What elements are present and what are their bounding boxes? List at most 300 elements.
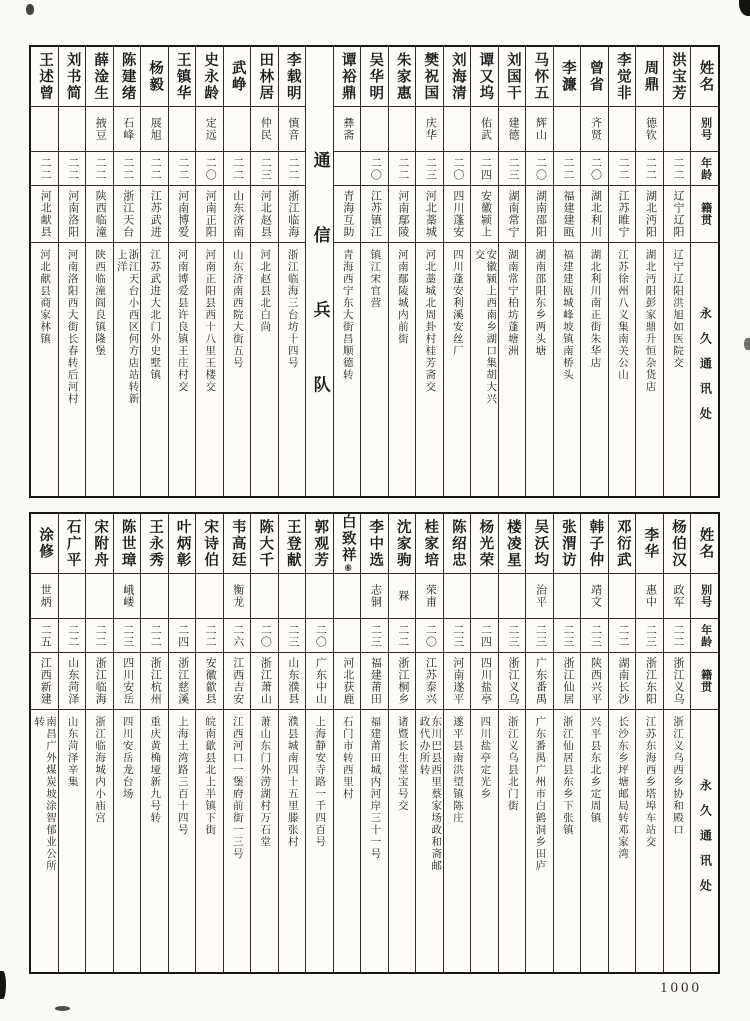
alias-cell bbox=[664, 107, 691, 152]
address-cell-text: 江苏徐州八义集南关公山 bbox=[616, 249, 628, 381]
age-cell-text: 二二 bbox=[644, 156, 657, 181]
address-cell bbox=[526, 710, 553, 972]
header-address-text: 永久通讯处 bbox=[698, 778, 713, 904]
age-cell bbox=[334, 619, 361, 653]
origin-cell-text: 四川盐亭 bbox=[479, 657, 492, 705]
address-cell bbox=[361, 243, 388, 496]
name-cell bbox=[361, 47, 388, 107]
name-cell bbox=[471, 47, 498, 107]
address-cell-text: 东川巴县西里蔡家场政和斋邮政代办所转 bbox=[418, 716, 442, 872]
alias-cell-text: 彝斋 bbox=[341, 117, 354, 141]
age-cell bbox=[141, 619, 168, 653]
age-cell-text: 二二 bbox=[672, 623, 685, 648]
address-cell-text: 湖南邵阳东乡两头塘 bbox=[534, 249, 546, 357]
person-column bbox=[31, 514, 59, 972]
name-cell-text: 李濂 bbox=[559, 60, 576, 93]
origin-cell bbox=[306, 653, 333, 710]
person-column bbox=[169, 47, 197, 496]
address-cell bbox=[251, 243, 278, 496]
address-cell-text: 石门市转西里村 bbox=[341, 716, 353, 800]
address-cell bbox=[609, 243, 636, 496]
alias-cell bbox=[609, 107, 636, 152]
origin-cell-text: 山东济南 bbox=[231, 190, 244, 238]
origin-cell bbox=[31, 653, 58, 710]
address-cell-text: 浙江义乌县北门街 bbox=[506, 716, 518, 812]
name-cell bbox=[581, 514, 608, 574]
name-cell-text: 陈大千 bbox=[257, 518, 274, 569]
person-column bbox=[31, 47, 59, 496]
header-name-text: 姓名 bbox=[697, 527, 714, 560]
origin-cell bbox=[499, 653, 526, 710]
origin-cell bbox=[279, 653, 306, 710]
person-column bbox=[554, 47, 582, 496]
header-age-text: 年龄 bbox=[699, 623, 712, 648]
alias-cell bbox=[444, 107, 471, 152]
name-cell bbox=[279, 514, 306, 574]
age-cell bbox=[114, 152, 141, 186]
age-cell bbox=[664, 619, 691, 653]
name-cell bbox=[636, 514, 663, 574]
age-cell-text: 二二 bbox=[121, 156, 134, 181]
address-cell-text: 重庆黄桷垭新九号转 bbox=[149, 716, 161, 824]
name-cell bbox=[361, 514, 388, 574]
origin-cell-text: 河北赵县 bbox=[259, 190, 272, 238]
age-cell-text: 二三 bbox=[259, 156, 272, 181]
alias-cell-text: 辉山 bbox=[534, 117, 547, 141]
name-cell-text: 韩子仲 bbox=[587, 518, 604, 569]
name-cell-text: 石广平 bbox=[64, 518, 81, 569]
name-cell bbox=[279, 47, 306, 107]
name-cell bbox=[31, 47, 58, 107]
name-cell-text: 刘海清 bbox=[449, 51, 466, 102]
address-cell-text: 濮县城南四十五里滕张村 bbox=[286, 716, 298, 848]
origin-cell-text: 浙江慈溪 bbox=[176, 657, 189, 705]
origin-cell-text: 四川蓬安 bbox=[451, 190, 464, 238]
origin-cell-text: 江苏镇江 bbox=[369, 190, 382, 238]
alias-cell-text: 荣甫 bbox=[424, 584, 437, 608]
address-cell bbox=[169, 243, 196, 496]
age-cell-text: 二三 bbox=[589, 623, 602, 648]
alias-cell-text: 慎音 bbox=[286, 117, 299, 141]
name-cell-text: 陈建绪 bbox=[119, 51, 136, 102]
address-cell bbox=[554, 710, 581, 972]
alias-cell-text: 世炳 bbox=[39, 584, 52, 608]
name-cell-text: 邓衍武 bbox=[614, 518, 631, 569]
name-cell bbox=[609, 47, 636, 107]
address-cell-text: 山东济南西院大街五号 bbox=[231, 249, 243, 369]
name-cell bbox=[389, 47, 416, 107]
name-cell bbox=[196, 47, 223, 107]
origin-cell-text: 广东中山 bbox=[314, 657, 327, 705]
name-cell bbox=[526, 514, 553, 574]
address-cell bbox=[664, 710, 691, 972]
alias-cell-text: 志铜 bbox=[369, 584, 382, 608]
header-origin-text: 籍贯 bbox=[699, 202, 712, 226]
address-cell-text: 上海静安寺路一千四百号 bbox=[314, 716, 326, 848]
alias-cell bbox=[471, 107, 498, 152]
age-cell bbox=[664, 152, 691, 186]
age-cell-text: 二二 bbox=[39, 156, 52, 181]
alias-cell bbox=[416, 107, 443, 152]
person-column bbox=[59, 47, 87, 496]
age-cell bbox=[196, 619, 223, 653]
origin-cell-text: 辽宁辽阳 bbox=[672, 190, 685, 238]
origin-cell bbox=[86, 186, 113, 243]
age-cell bbox=[169, 152, 196, 186]
person-column bbox=[609, 514, 637, 972]
name-cell bbox=[444, 47, 471, 107]
origin-cell-text: 河北献县 bbox=[39, 190, 52, 238]
address-cell-text: 诸暨长生堂宝号交 bbox=[396, 716, 408, 812]
alias-cell-text: 建德 bbox=[506, 117, 519, 141]
alias-cell bbox=[334, 574, 361, 619]
name-cell-text: 刘国干 bbox=[504, 51, 521, 102]
origin-cell-text: 浙江临海 bbox=[94, 657, 107, 705]
origin-cell bbox=[224, 186, 251, 243]
origin-cell bbox=[526, 653, 553, 710]
address-cell bbox=[141, 243, 168, 496]
name-cell-text: 李华 bbox=[642, 527, 659, 560]
origin-cell bbox=[664, 653, 691, 710]
age-cell bbox=[609, 152, 636, 186]
origin-cell bbox=[334, 653, 361, 710]
name-cell bbox=[224, 47, 251, 107]
origin-cell bbox=[59, 186, 86, 243]
header-age bbox=[691, 619, 718, 653]
alias-cell bbox=[31, 107, 58, 152]
age-cell bbox=[416, 619, 443, 653]
age-cell-text: 二二 bbox=[204, 623, 217, 648]
alias-cell bbox=[59, 574, 86, 619]
person-column bbox=[196, 47, 224, 496]
address-cell-text: 浙江仙居县东乡下张镇 bbox=[561, 716, 573, 836]
name-cell bbox=[664, 47, 691, 107]
scan-artifact bbox=[739, 0, 750, 16]
person-column bbox=[334, 514, 362, 972]
alias-cell bbox=[471, 574, 498, 619]
header-name-text: 姓名 bbox=[697, 60, 714, 93]
address-cell-text: 福建建瓯城峰坡镇南桥头 bbox=[561, 249, 573, 381]
alias-cell bbox=[389, 107, 416, 152]
name-cell-text: 谭裕鼎 bbox=[339, 51, 356, 102]
name-cell bbox=[499, 514, 526, 574]
age-cell bbox=[636, 619, 663, 653]
age-cell-text: 二〇 bbox=[451, 156, 464, 181]
alias-cell bbox=[114, 574, 141, 619]
name-cell bbox=[334, 514, 361, 574]
name-cell-text: 刘书简 bbox=[64, 51, 81, 102]
address-cell bbox=[416, 710, 443, 972]
alias-cell-text: 佑武 bbox=[479, 117, 492, 141]
age-cell-text: 二三 bbox=[424, 156, 437, 181]
name-cell bbox=[416, 514, 443, 574]
name-cell-text: 周鼎 bbox=[642, 60, 659, 93]
address-cell-text: 福建莆田城内河岸三十一号 bbox=[369, 716, 381, 860]
alias-cell bbox=[86, 107, 113, 152]
name-cell-text: 王镇华 bbox=[174, 51, 191, 102]
age-cell-text: 二三 bbox=[506, 156, 519, 181]
age-cell-text: 二五 bbox=[39, 623, 52, 648]
age-cell-text: 二四 bbox=[479, 623, 492, 648]
age-cell-text: 二〇 bbox=[369, 156, 382, 181]
origin-cell-text: 湖南长沙 bbox=[617, 657, 630, 705]
origin-cell bbox=[416, 653, 443, 710]
person-column bbox=[141, 47, 169, 496]
origin-cell-text: 浙江义乌 bbox=[672, 657, 685, 705]
age-cell bbox=[251, 619, 278, 653]
alias-cell bbox=[279, 574, 306, 619]
age-cell-text: 二〇 bbox=[424, 623, 437, 648]
alias-cell bbox=[251, 574, 278, 619]
origin-cell bbox=[141, 653, 168, 710]
alias-cell bbox=[526, 107, 553, 152]
age-cell bbox=[224, 619, 251, 653]
person-column bbox=[334, 47, 362, 496]
person-column bbox=[224, 47, 252, 496]
age-cell-text: 二二 bbox=[617, 156, 630, 181]
origin-cell bbox=[471, 186, 498, 243]
origin-cell-text: 安徽歙县 bbox=[204, 657, 217, 705]
name-cell-text: 桂家培 bbox=[422, 518, 439, 569]
origin-cell bbox=[389, 653, 416, 710]
alias-cell bbox=[554, 107, 581, 152]
origin-cell-text: 福建莆田 bbox=[369, 657, 382, 705]
alias-cell bbox=[224, 107, 251, 152]
name-cell bbox=[169, 514, 196, 574]
alias-cell-text: 峨嵝 bbox=[121, 584, 134, 608]
header-name bbox=[691, 47, 718, 107]
origin-cell-text: 安徽颍上 bbox=[479, 190, 492, 238]
person-column bbox=[444, 514, 472, 972]
alias-cell-text: 槑 bbox=[396, 590, 409, 602]
address-cell bbox=[306, 710, 333, 972]
name-cell-text: 郭观芳 bbox=[312, 518, 329, 569]
name-cell-text: 陈绍忠 bbox=[449, 518, 466, 569]
header-alias-text: 别号 bbox=[699, 117, 712, 141]
age-cell bbox=[609, 619, 636, 653]
alias-cell bbox=[141, 107, 168, 152]
name-cell-text: 韦高廷 bbox=[229, 518, 246, 569]
alias-cell bbox=[59, 107, 86, 152]
alias-cell bbox=[196, 574, 223, 619]
age-cell bbox=[389, 152, 416, 186]
age-cell-text: 二二 bbox=[94, 623, 107, 648]
age-cell-text: 二三 bbox=[561, 623, 574, 648]
name-cell-text: 田林居 bbox=[257, 51, 274, 102]
scan-artifact bbox=[0, 971, 6, 999]
origin-cell-text: 陕西兴平 bbox=[589, 657, 602, 705]
address-cell-text: 萧山东门外涝湖村万石堂 bbox=[259, 716, 271, 848]
address-cell-text: 湖北利川南正街朱华店 bbox=[589, 249, 601, 369]
address-cell bbox=[499, 710, 526, 972]
alias-cell-text: 仲民 bbox=[259, 117, 272, 141]
address-cell-text: 四川蓬安利溪安丝厂 bbox=[451, 249, 463, 357]
name-cell bbox=[224, 514, 251, 574]
age-cell-text: 二二 bbox=[396, 623, 409, 648]
header-name bbox=[691, 514, 718, 574]
age-cell-text: 二三 bbox=[506, 623, 519, 648]
origin-cell-text: 河北获鹿 bbox=[341, 657, 354, 705]
age-cell bbox=[499, 619, 526, 653]
origin-cell-text: 浙江萧山 bbox=[259, 657, 272, 705]
page-number: 1000 bbox=[660, 980, 702, 996]
origin-cell bbox=[554, 186, 581, 243]
age-cell-text: 二三 bbox=[121, 623, 134, 648]
name-cell bbox=[526, 47, 553, 107]
origin-cell bbox=[581, 186, 608, 243]
address-cell bbox=[59, 710, 86, 972]
name-cell-text: 杨伯汉 bbox=[669, 518, 686, 569]
person-column bbox=[196, 514, 224, 972]
origin-cell-text: 山东濮县 bbox=[286, 657, 299, 705]
address-cell bbox=[636, 243, 663, 496]
alias-cell-text: 定远 bbox=[204, 117, 217, 141]
alias-cell-text: 衡龙 bbox=[231, 584, 244, 608]
alias-cell bbox=[526, 574, 553, 619]
origin-cell bbox=[141, 186, 168, 243]
age-cell bbox=[636, 152, 663, 186]
origin-cell bbox=[169, 186, 196, 243]
age-cell-text: 二〇 bbox=[589, 156, 602, 181]
address-cell-text: 江西河口一堡府前街一三号 bbox=[231, 716, 243, 860]
origin-cell bbox=[196, 186, 223, 243]
age-cell bbox=[306, 619, 333, 653]
age-cell-text: 二三 bbox=[534, 623, 547, 648]
person-column bbox=[279, 47, 307, 496]
address-cell bbox=[389, 243, 416, 496]
address-cell bbox=[224, 710, 251, 972]
name-cell-text: 叶炳彰 bbox=[174, 518, 191, 569]
address-cell bbox=[334, 710, 361, 972]
alias-cell bbox=[581, 574, 608, 619]
age-cell bbox=[389, 619, 416, 653]
name-cell-text: 薛淦生 bbox=[92, 51, 109, 102]
alias-cell bbox=[499, 574, 526, 619]
origin-cell bbox=[581, 653, 608, 710]
name-cell-text: 楼凌星 bbox=[504, 518, 521, 569]
alias-cell bbox=[251, 107, 278, 152]
name-cell-text: 沈家驹 bbox=[394, 518, 411, 569]
origin-cell bbox=[31, 186, 58, 243]
address-cell bbox=[636, 710, 663, 972]
origin-cell-text: 河南鄢陵 bbox=[396, 190, 409, 238]
person-column bbox=[389, 47, 417, 496]
origin-cell bbox=[114, 186, 141, 243]
age-cell bbox=[471, 152, 498, 186]
origin-cell bbox=[664, 186, 691, 243]
origin-cell-text: 江西新建 bbox=[39, 657, 52, 705]
name-cell bbox=[59, 514, 86, 574]
name-cell-text: 王登献 bbox=[284, 518, 301, 569]
origin-cell bbox=[609, 186, 636, 243]
name-cell bbox=[389, 514, 416, 574]
address-cell bbox=[31, 243, 58, 496]
address-cell bbox=[279, 243, 306, 496]
header-age bbox=[691, 152, 718, 186]
name-cell-text: 马怀五 bbox=[532, 51, 549, 102]
name-cell bbox=[306, 514, 333, 574]
person-column bbox=[664, 47, 692, 496]
name-cell bbox=[86, 514, 113, 574]
scan-artifact bbox=[55, 1006, 70, 1011]
address-cell-text: 湖北沔阳彭家鼎升恒杂货店 bbox=[644, 249, 656, 393]
address-cell-text: 江苏武进大北门外史墅镇 bbox=[149, 249, 161, 381]
alias-cell-text: 齐贤 bbox=[589, 117, 602, 141]
age-cell bbox=[416, 152, 443, 186]
age-cell bbox=[444, 152, 471, 186]
name-cell bbox=[251, 514, 278, 574]
address-cell-text: 浙江义乌西乡协和殿口 bbox=[671, 716, 683, 836]
person-column bbox=[416, 514, 444, 972]
address-cell bbox=[526, 243, 553, 496]
address-cell bbox=[196, 710, 223, 972]
address-cell-text: 江苏东海西乡塔埠车站交 bbox=[644, 716, 656, 848]
address-cell-text: 河南鄢陵城内前街 bbox=[396, 249, 408, 345]
address-cell-text: 广东番禺广州市白鹤洞乡田庐 bbox=[534, 716, 546, 872]
age-cell bbox=[279, 152, 306, 186]
address-cell-text: 河北赵县北白尚 bbox=[259, 249, 271, 333]
person-column bbox=[361, 47, 389, 496]
address-cell bbox=[416, 243, 443, 496]
person-column bbox=[86, 47, 114, 496]
name-cell-text: 李觉非 bbox=[614, 51, 631, 102]
address-cell-text: 镇江宋官营 bbox=[369, 249, 381, 309]
age-cell-text: 二三 bbox=[369, 623, 382, 648]
alias-cell bbox=[361, 574, 388, 619]
age-cell bbox=[554, 619, 581, 653]
address-cell bbox=[471, 710, 498, 972]
person-column bbox=[664, 514, 692, 972]
roster-table-top bbox=[29, 45, 720, 498]
age-cell-text: 二二 bbox=[94, 156, 107, 181]
name-cell-text: 涂修 bbox=[37, 527, 54, 560]
origin-cell bbox=[609, 653, 636, 710]
address-cell-text: 辽宁辽阳洪旭如医院交 bbox=[671, 249, 683, 369]
name-cell-text: 杨毅 bbox=[147, 60, 164, 93]
alias-cell bbox=[416, 574, 443, 619]
origin-cell bbox=[251, 186, 278, 243]
age-cell bbox=[196, 152, 223, 186]
name-cell-text: 吴华明 bbox=[367, 51, 384, 102]
age-cell bbox=[114, 619, 141, 653]
address-cell bbox=[86, 710, 113, 972]
alias-cell-text: 治平 bbox=[534, 584, 547, 608]
address-cell bbox=[279, 710, 306, 972]
address-cell-text: 河南博爱县许良镇王庄村交 bbox=[176, 249, 188, 393]
name-cell-text: 陈世璋 bbox=[119, 518, 136, 569]
age-cell bbox=[499, 152, 526, 186]
age-cell bbox=[141, 152, 168, 186]
name-cell bbox=[636, 47, 663, 107]
origin-cell-text: 福建建瓯 bbox=[561, 190, 574, 238]
origin-cell-text: 浙江义乌 bbox=[506, 657, 519, 705]
age-cell bbox=[361, 152, 388, 186]
age-cell bbox=[361, 619, 388, 653]
age-cell-text: 二二 bbox=[561, 156, 574, 181]
header-column bbox=[691, 47, 718, 496]
name-cell-text: 李载明 bbox=[284, 51, 301, 102]
age-cell bbox=[444, 619, 471, 653]
person-column bbox=[499, 47, 527, 496]
name-cell bbox=[169, 47, 196, 107]
person-column bbox=[114, 514, 142, 972]
name-cell-text: 白致祥⑥ bbox=[339, 514, 356, 573]
age-cell-text: 二〇 bbox=[259, 623, 272, 648]
age-cell-text: 二二 bbox=[176, 156, 189, 181]
age-cell-text: 二二 bbox=[66, 623, 79, 648]
roster-table-bottom bbox=[29, 512, 720, 974]
age-cell-text: 二二 bbox=[66, 156, 79, 181]
